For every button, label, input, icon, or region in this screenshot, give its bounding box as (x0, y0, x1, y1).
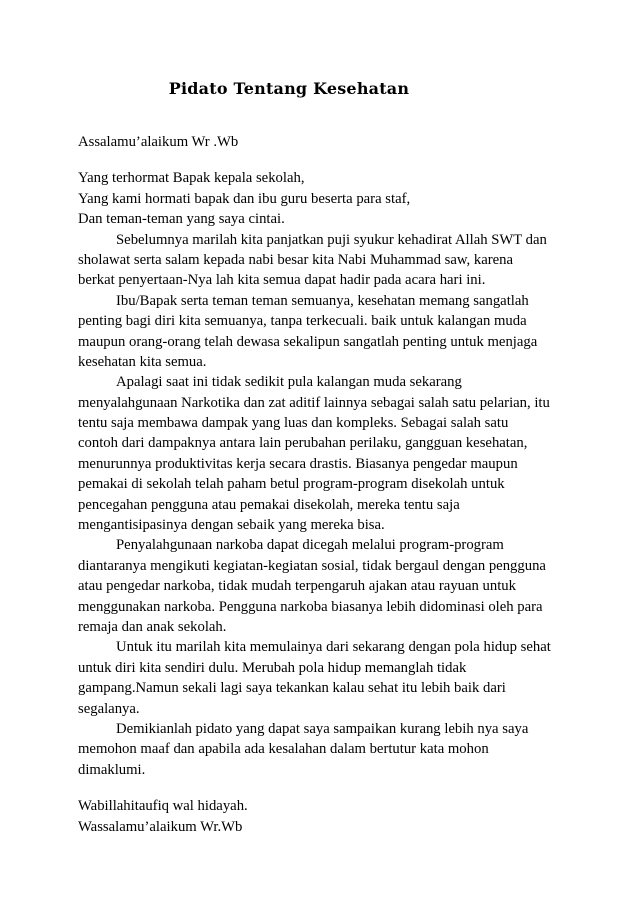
paragraph-line: remaja dan anak sekolah. (78, 618, 227, 635)
paragraph-line: gampang.Namun sekali lagi saya tekankan kalau sehat itu lebih baik dari (78, 680, 506, 697)
paragraph-closing-remarks (78, 719, 564, 780)
paragraph-line: atau pengedar narkoba, tidak mudah terpengaruh ajakan atau rayuan untuk (78, 578, 516, 595)
paragraph-line: pemakai di sekolah telah paham betul program-program disekolah untuk (78, 476, 505, 493)
closing-block (78, 796, 564, 837)
salutation-block (78, 168, 564, 229)
paragraph-opening-gratitude (78, 230, 564, 291)
paragraph-line: menggunakan narkoba. Pengguna narkoba biasanya lebih didominasi oleh para (78, 598, 543, 615)
paragraph-line: menyalahgunaan Narkotika dan zat aditif lainnya sebagai salah satu pelarian, itu (78, 394, 550, 411)
closing-line: Wabillahitaufiq wal hidayah. (78, 798, 248, 815)
paragraph-line: Penyalahgunaan narkoba dapat dicegah melalui program-program (116, 537, 504, 554)
paragraph-line: dimaklumi. (78, 761, 146, 778)
spacer (78, 152, 564, 168)
paragraph-line: Demikianlah pidato yang dapat saya sampaikan kurang lebih nya saya (116, 720, 529, 737)
paragraph-line: menurunnya produktivitas kerja secara drastis. Biasanya pengedar maupun (78, 455, 518, 472)
paragraph-drug-abuse (78, 372, 564, 535)
spacer (78, 780, 564, 796)
paragraph-line: segalanya. (78, 700, 140, 717)
salutation-line: Yang terhormat Bapak kepala sekolah, (78, 170, 305, 187)
document-body (78, 132, 564, 837)
paragraph-healthy-lifestyle (78, 637, 564, 719)
paragraph-line: pencegahan pengguna atau pemakai disekolah, mereka tentu saja (78, 496, 460, 513)
paragraph-line: Apalagi saat ini tidak sedikit pula kalangan muda sekarang (116, 374, 462, 391)
paragraph-line: mengantisipasinya dengan sebaik yang mereka bisa. (78, 517, 385, 534)
paragraph-line: Ibu/Bapak serta teman teman semuanya, kesehatan memang sangatlah (116, 292, 529, 309)
paragraph-line: sholawat serta salam kepada nabi besar kita Nabi Muhammad saw, karena (78, 251, 514, 268)
paragraph-line: kesehatan kita semua. (78, 353, 207, 370)
paragraph-line: diantaranya mengikuti kegiatan-kegiatan sosial, tidak bergaul dengan pengguna (78, 557, 546, 574)
paragraph-prevention (78, 535, 564, 637)
paragraph-health-importance (78, 291, 564, 373)
paragraph-line: memohon maaf dan apabila ada kesalahan dalam bertutur kata mohon (78, 741, 489, 758)
paragraph-line: tentu saja membawa dampak yang luas dan kompleks. Sebagai salah satu (78, 415, 509, 432)
salutation-line: Yang kami hormati bapak dan ibu guru beserta para staf, (78, 190, 411, 207)
opening-greeting: Assalamu’alaikum Wr .Wb (78, 134, 239, 150)
closing-line: Wassalamu’alaikum Wr.Wb (78, 818, 243, 835)
paragraph-line: untuk diri kita sendiri dulu. Merubah pola hidup memanglah tidak (78, 659, 467, 676)
salutation-line: Dan teman-teman yang saya cintai. (78, 211, 285, 228)
page-title: Pidato Tentang Kesehatan (168, 79, 410, 98)
paragraph-line: berkat penyertaan-Nya lah kita semua dapat hadir pada acara hari ini. (78, 272, 486, 289)
paragraph-line: maupun orang-orang telah dewasa sekalipun sangatlah penting untuk menjaga (78, 333, 538, 350)
paragraph-line: Untuk itu marilah kita memulainya dari sekarang dengan pola hidup sehat (116, 639, 551, 656)
paragraph-line: penting bagi diri kita semuanya, tanpa terkecuali. baik untuk kalangan muda (78, 313, 527, 330)
paragraph-line: Sebelumnya marilah kita panjatkan puji syukur kehadirat Allah SWT dan (116, 231, 547, 248)
paragraph-line: contoh dari dampaknya antara lain perubahan perilaku, gangguan kesehatan, (78, 435, 528, 452)
